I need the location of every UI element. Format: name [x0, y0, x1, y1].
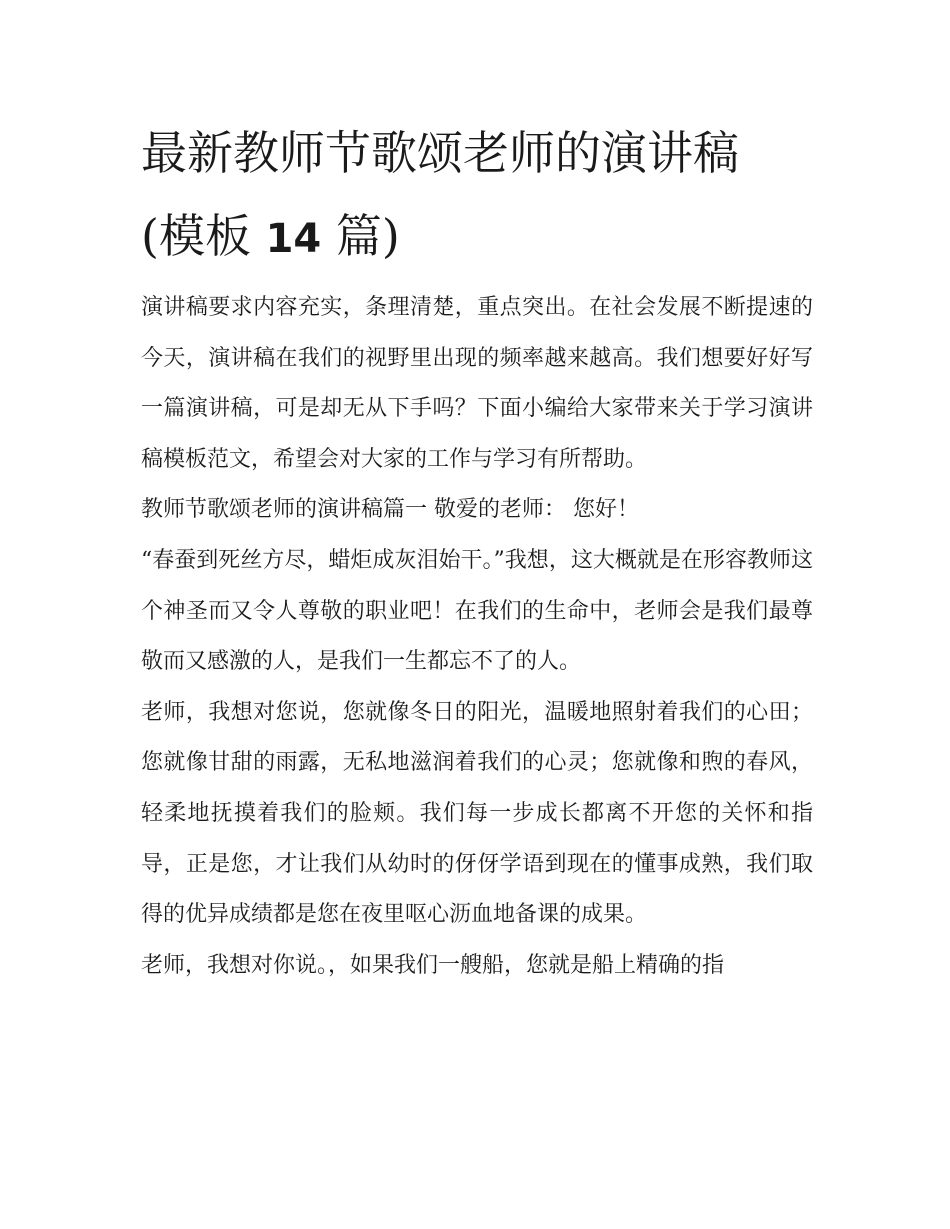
speech-heading-paragraph: 教师节歌颂老师的演讲稿篇一 敬爱的老师： 您好！	[141, 497, 639, 523]
title-line-2-open: (模板	[141, 209, 266, 263]
title-line-2-close: 篇)	[321, 209, 400, 263]
body-paragraph: 老师，我想对你说。，如果我们一艘船，您就是船上精确的指	[141, 952, 725, 978]
document-title	[141, 112, 813, 281]
body-paragraph: 老师，我想对您说，您就像冬日的阳光，温暖地照射着我们的心田；您就像甘甜的雨露，无私地滋润着我们的心灵；您就像和煦的春风，轻柔地抚摸着我们的脸颊。我们每一步成长都离不开您的关怀和指导，正是您，才让我们从幼时的伢伢学语到现在的懂事成熟，我们取得的优异成绩都是您在夜里呕心沥血地备课的成果。	[141, 699, 813, 928]
title-line-2-number: 14	[265, 216, 322, 262]
title-line-1: 最新教师节歌颂老师的演讲稿	[141, 126, 739, 180]
document-page	[141, 112, 813, 991]
intro-paragraph: 演讲稿要求内容充实，条理清楚，重点突出。在社会发展不断提速的今天，演讲稿在我们的视野里出现的频率越来越高。我们想要好好写一篇演讲稿，可是却无从下手吗？下面小编给大家带来关于学习演讲稿模板范文，希望会对大家的工作与学习有所帮助。	[141, 295, 813, 472]
body-paragraph: “春蚕到死丝方尽，蜡炬成灰泪始干。”我想，这大概就是在形容教师这个神圣而又令人尊敬的职业吧！在我们的生命中，老师会是我们最尊敬而又感激的人，是我们一生都忘不了的人。	[141, 547, 813, 675]
